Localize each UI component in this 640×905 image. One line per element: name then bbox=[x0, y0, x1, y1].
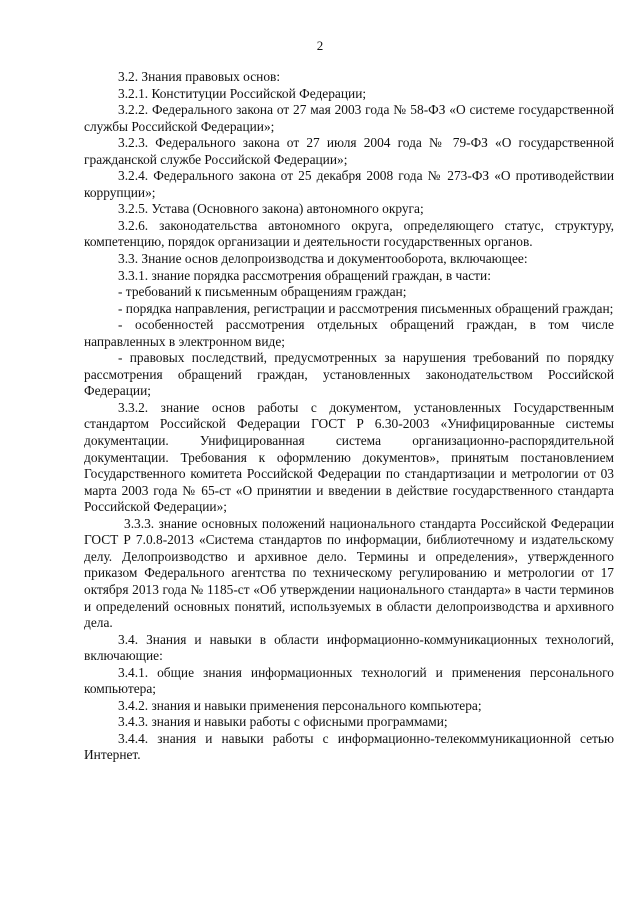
list-item-written-requirements: - требований к письменным обращениям граждан; bbox=[118, 284, 407, 300]
item-pc-skills: 3.4.2. знания и навыки применения персонального компьютера; bbox=[118, 697, 482, 713]
section-heading-legal-knowledge: 3.2. Знания правовых основ: bbox=[118, 69, 281, 84]
item-regional-legislation: 3.2.6. законодательства автономного округа, определяющего статус, структуру, компетенцию, порядок организации и деятельности государственных органов. bbox=[84, 217, 614, 250]
item-federal-law-79: 3.2.3. Федерального закона от 27 июля 2004 года № 79-ФЗ «О государственной гражданской службе Российской Федерации»; bbox=[84, 135, 614, 167]
item-office-programs: 3.4.3. знания и навыки работы с офисными программами; bbox=[118, 714, 448, 730]
list-item-procedure: - порядка направления, регистрации и рассмотрения письменных обращений граждан; bbox=[118, 300, 614, 316]
list-item-legal-consequences: - правовых последствий, предусмотренных за нарушения требований по порядку рассмотрения обращений граждан, установленных законодательством Российской Федерации; bbox=[84, 350, 614, 399]
item-general-it-knowledge: 3.4.1. общие знания информационных технологий и применения персонального компьютера; bbox=[84, 664, 614, 697]
item-constitution: 3.2.1. Конституции Российской Федерации; bbox=[118, 85, 367, 101]
page-number: 2 bbox=[316, 38, 324, 53]
section-heading-records-management: 3.3. Знание основ делопроизводства и документооборота, включающее: bbox=[118, 251, 528, 267]
section-heading-ict: 3.4. Знания и навыки в области информационно-коммуникационных технологий, включающие: bbox=[84, 631, 614, 664]
item-internet-skills: 3.4.4. знания и навыки работы с информационно-телекоммуникационной сетью Интернет. bbox=[84, 730, 614, 763]
list-item-specific-appeals: - особенностей рассмотрения отдельных обращений граждан, в том числе направленных в электронном виде; bbox=[84, 317, 614, 349]
item-federal-law-58: 3.2.2. Федерального закона от 27 мая 2003 года № 58-ФЗ «О системе государственной службы Российской Федерации»; bbox=[84, 102, 614, 134]
item-gost-7-0-8: 3.3.3. знание основных положений национального стандарта Российской Федерации ГОСТ Р 7.0.8-2013 «Система стандартов по информации, библиотечному и издательскому делу. Делопроизводство и архивное дело. Термины и определения», утвержденного приказом Федерального агентства по техническому регулированию и метрологии от 17 октября 2013 года № 1185-ст «Об утверждении национального стандарта» в части терминов и определений основных понятий, используемых в области делопроизводства и архивного дела. bbox=[84, 515, 614, 631]
item-citizen-appeals: 3.3.1. знание порядка рассмотрения обращений граждан, в части: bbox=[118, 267, 491, 283]
item-gost-6-30: 3.3.2. знание основ работы с документом, установленных Государственным стандартом Российской Федерации ГОСТ Р 6.30-2003 «Унифицированные системы документации. Унифицированная система организационно-распорядительной документации. Требования к оформлению документов», принятым постановлением Государственного комитета Российской Федерации по стандартизации и метрологии от 03 марта 2003 года № 65-ст «О принятии и введении в действие государственного стандарта Российской Федерации»; bbox=[84, 399, 614, 515]
item-federal-law-273: 3.2.4. Федерального закона от 25 декабря 2008 года № 273-ФЗ «О противодействии коррупции»; bbox=[84, 168, 614, 200]
item-charter: 3.2.5. Устава (Основного закона) автономного округа; bbox=[118, 201, 424, 217]
document-body bbox=[84, 69, 614, 764]
